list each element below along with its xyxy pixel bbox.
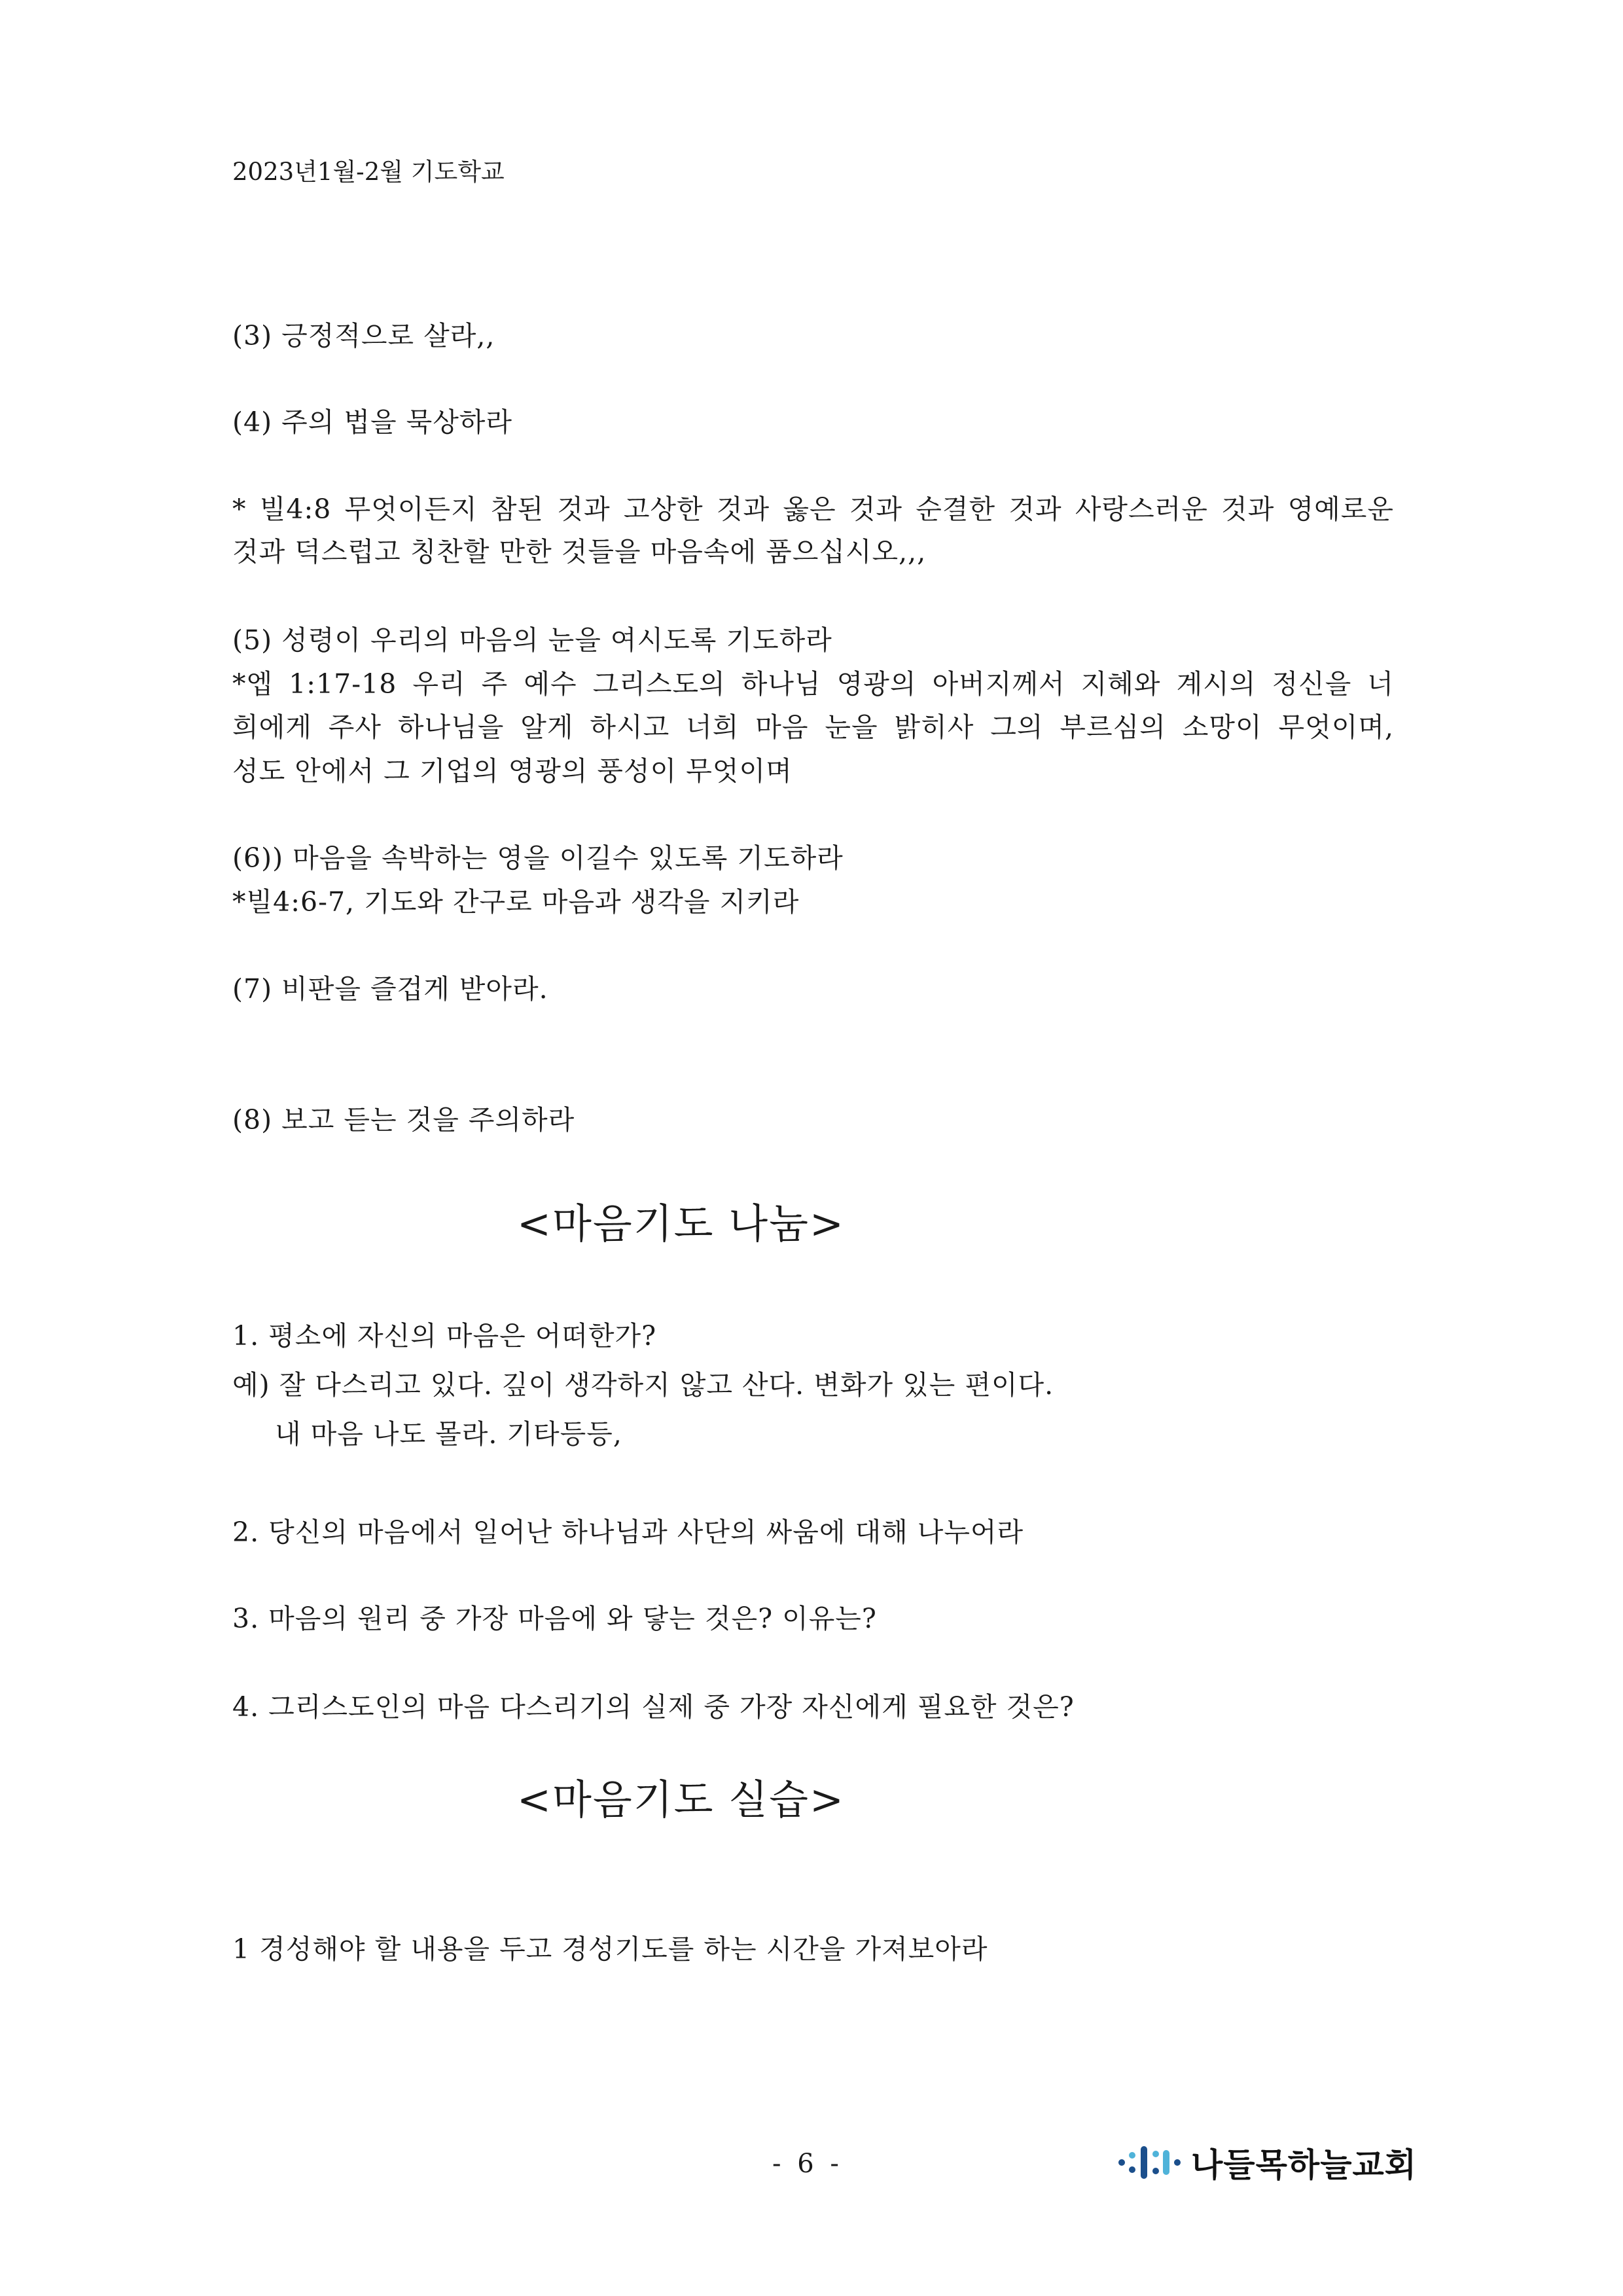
sharing-heading: <마음기도 나눔> [517, 1200, 845, 1247]
sharing-question-1-example-a: 예) 잘 다스리고 있다. 깊이 생각하지 않고 산다. 변화가 있는 편이다. [232, 1369, 1054, 1401]
church-logo-icon [1116, 2140, 1182, 2185]
sharing-question-3: 3. 마음의 원리 중 가장 마음에 와 닿는 것은? 이유는? [232, 1603, 877, 1634]
verse-eph-line2: 희에게 주사 하나님을 알게 하시고 너희 마음 눈을 밝히사 그의 부르심의 소망이 무엇이며, [232, 711, 1394, 743]
principle-6: (6)) 마음을 속박하는 영을 이길수 있도록 기도하라 [232, 842, 844, 874]
header-title: 2023년1월-2월 기도학교 [232, 158, 505, 186]
verse-eph-line1: *엡 1:17-18 우리 주 예수 그리스도의 하나님 영광의 아버지께서 지혜와 계시의 정신을 너 [232, 668, 1394, 700]
principle-3: (3) 긍정적으로 살라,, [232, 320, 495, 351]
principle-4: (4) 주의 법을 묵상하라 [232, 406, 513, 438]
verse-phil-4-8-line1: * 빌4:8 무엇이든지 참된 것과 고상한 것과 옳은 것과 순결한 것과 사랑스러운 것과 영예로운 [232, 493, 1394, 525]
sharing-question-4: 4. 그리스도인의 마음 다스리기의 실제 중 가장 자신에게 필요한 것은? [232, 1691, 1075, 1723]
page-number: - 6 - [772, 2149, 843, 2179]
practice-item-1: 1 경성해야 할 내용을 두고 경성기도를 하는 시간을 가져보아라 [232, 1933, 988, 1965]
sharing-question-1-example-b: 내 마음 나도 몰라. 기타등등, [275, 1418, 622, 1450]
sharing-question-1: 1. 평소에 자신의 마음은 어떠한가? [232, 1320, 657, 1352]
practice-heading: <마음기도 실습> [517, 1776, 845, 1823]
principle-7: (7) 비판을 즐겁게 받아라. [232, 973, 548, 1005]
verse-phil-4-6-7: *빌4:6-7, 기도와 간구로 마음과 생각을 지키라 [232, 886, 800, 918]
principle-8: (8) 보고 듣는 것을 주의하라 [232, 1104, 575, 1136]
church-logo [1116, 2139, 1417, 2186]
church-name: 나들목하늘교회 [1191, 2146, 1418, 2184]
sharing-question-2: 2. 당신의 마음에서 일어난 하나님과 사단의 싸움에 대해 나누어라 [232, 1516, 1024, 1548]
verse-eph-line3: 성도 안에서 그 기업의 영광의 풍성이 무엇이며 [232, 755, 793, 787]
verse-phil-4-8-line2: 것과 덕스럽고 칭찬할 만한 것들을 마음속에 품으십시오,,, [232, 536, 927, 567]
principle-5: (5) 성령이 우리의 마음의 눈을 여시도록 기도하라 [232, 624, 832, 656]
